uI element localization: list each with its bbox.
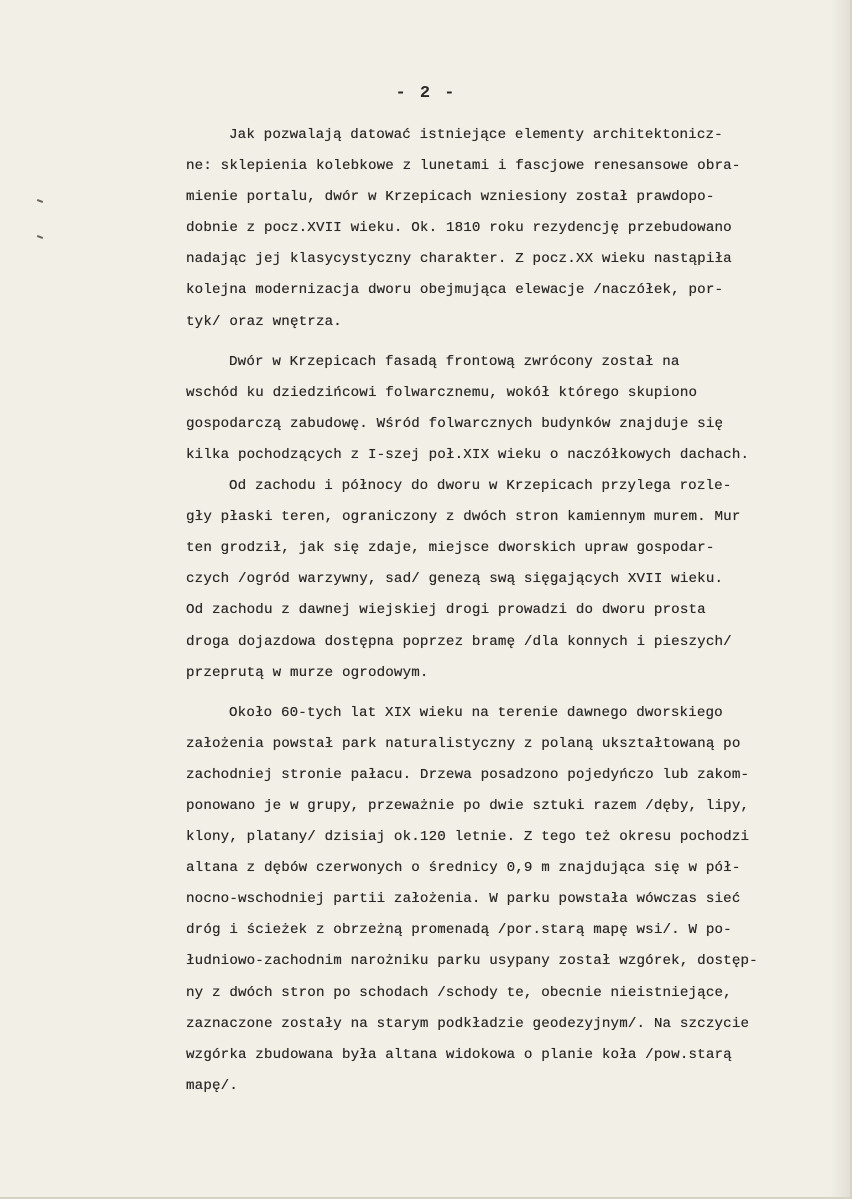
document-body (186, 120, 831, 1102)
text-line: nadając jej klasycystyczny charakter. Z pocz.XX wieku nastąpiła (186, 251, 732, 268)
text-line: czych /ogród warzywny, sad/ genezą swą sięgających XVII wieku. (186, 571, 724, 588)
paragraph-4 (186, 698, 831, 1102)
text-line: tyk/ oraz wnętrza. (186, 313, 342, 330)
text-line: kolejna modernizacja dworu obejmująca elewacje /naczółek, por- (186, 282, 724, 299)
text-line: mienie portalu, dwór w Krzepicach wzniesiony został prawdopo- (186, 189, 715, 206)
text-line: ny z dwóch stron po schodach /schody te, obecnie nieistniejące, (186, 984, 732, 1001)
text-line: klony, platany/ dzisiaj ok.120 letnie. Z tego też okresu pochodzi (186, 829, 750, 846)
text-line: altana z dębów czerwonych o średnicy 0,9 m znajdująca się w pół- (186, 860, 741, 877)
text-line: droga dojazdowa dostępna poprzez bramę /dla konnych i pieszych/ (186, 633, 732, 650)
text-line: gły płaski teren, ograniczony z dwóch stron kamiennym murem. Mur (186, 509, 741, 526)
text-line: nocno-wschodniej partii założenia. W parku powstała wówczas sieć (186, 891, 741, 908)
text-line: wzgórka zbudowana była altana widokowa o planie koła /pow.starą (186, 1046, 732, 1063)
text-line: dróg i ścieżek z obrzeżną promenadą /por.starą mapę wsi/. W po- (186, 922, 732, 939)
text-line: Dwór w Krzepicach fasadą frontową zwrócony został na (229, 353, 680, 370)
paragraph-1 (186, 120, 831, 338)
margin-mark (37, 199, 43, 203)
paragraph-3 (186, 471, 831, 689)
text-line: mapę/. (186, 1077, 238, 1094)
text-line: Jak pozwalają datować istniejące elementy architektonicz- (229, 127, 723, 143)
text-line: zaznaczone zostały na starym podkładzie geodezyjnym/. Na szczycie (186, 1015, 750, 1032)
text-line: wschód ku dziedzińcowi folwarcznemu, wokół którego skupiono (186, 384, 698, 401)
text-line: zachodniej stronie pałacu. Drzewa posadzono pojedyńczo lub zakom- (186, 766, 750, 783)
text-line: ne: sklepienia kolebkowe z lunetami i fascjowe renesansowe obra- (186, 158, 741, 175)
text-line: dobnie z pocz.XVII wieku. Ok. 1810 roku rezydencję przebudowano (186, 220, 732, 237)
text-line: kilka pochodzących z I-szej poł.XIX wieku o naczółkowych dachach. (186, 446, 750, 463)
text-line: gospodarczą zabudowę. Wśród folwarcznych budynków znajduje się (186, 415, 724, 432)
text-line: Około 60-tych lat XIX wieku na terenie dawnego dworskiego (229, 704, 723, 721)
text-line: ten grodził, jak się zdaje, miejsce dworskich upraw gospodar- (186, 540, 715, 557)
margin-mark (37, 235, 43, 239)
text-line: łudniowo-zachodnim narożniku parku usypany został wzgórek, dostęp- (186, 953, 758, 970)
text-line: Od zachodu i północy do dworu w Krzepicach przylega rozle- (229, 478, 732, 495)
text-line: Od zachodu z dawnej wiejskiej drogi prowadzi do dworu prosta (186, 602, 706, 619)
paragraph-2 (186, 347, 831, 471)
text-line: założenia powstał park naturalistyczny z polaną ukształtowaną po (186, 735, 741, 752)
text-line: przeprutą w murze ogrodowym. (186, 664, 429, 681)
page-number: - 2 - (395, 84, 457, 103)
paper-edge-shadow (830, 0, 850, 1199)
text-line: ponowano je w grupy, przeważnie po dwie sztuki razem /dęby, lipy, (186, 797, 750, 814)
